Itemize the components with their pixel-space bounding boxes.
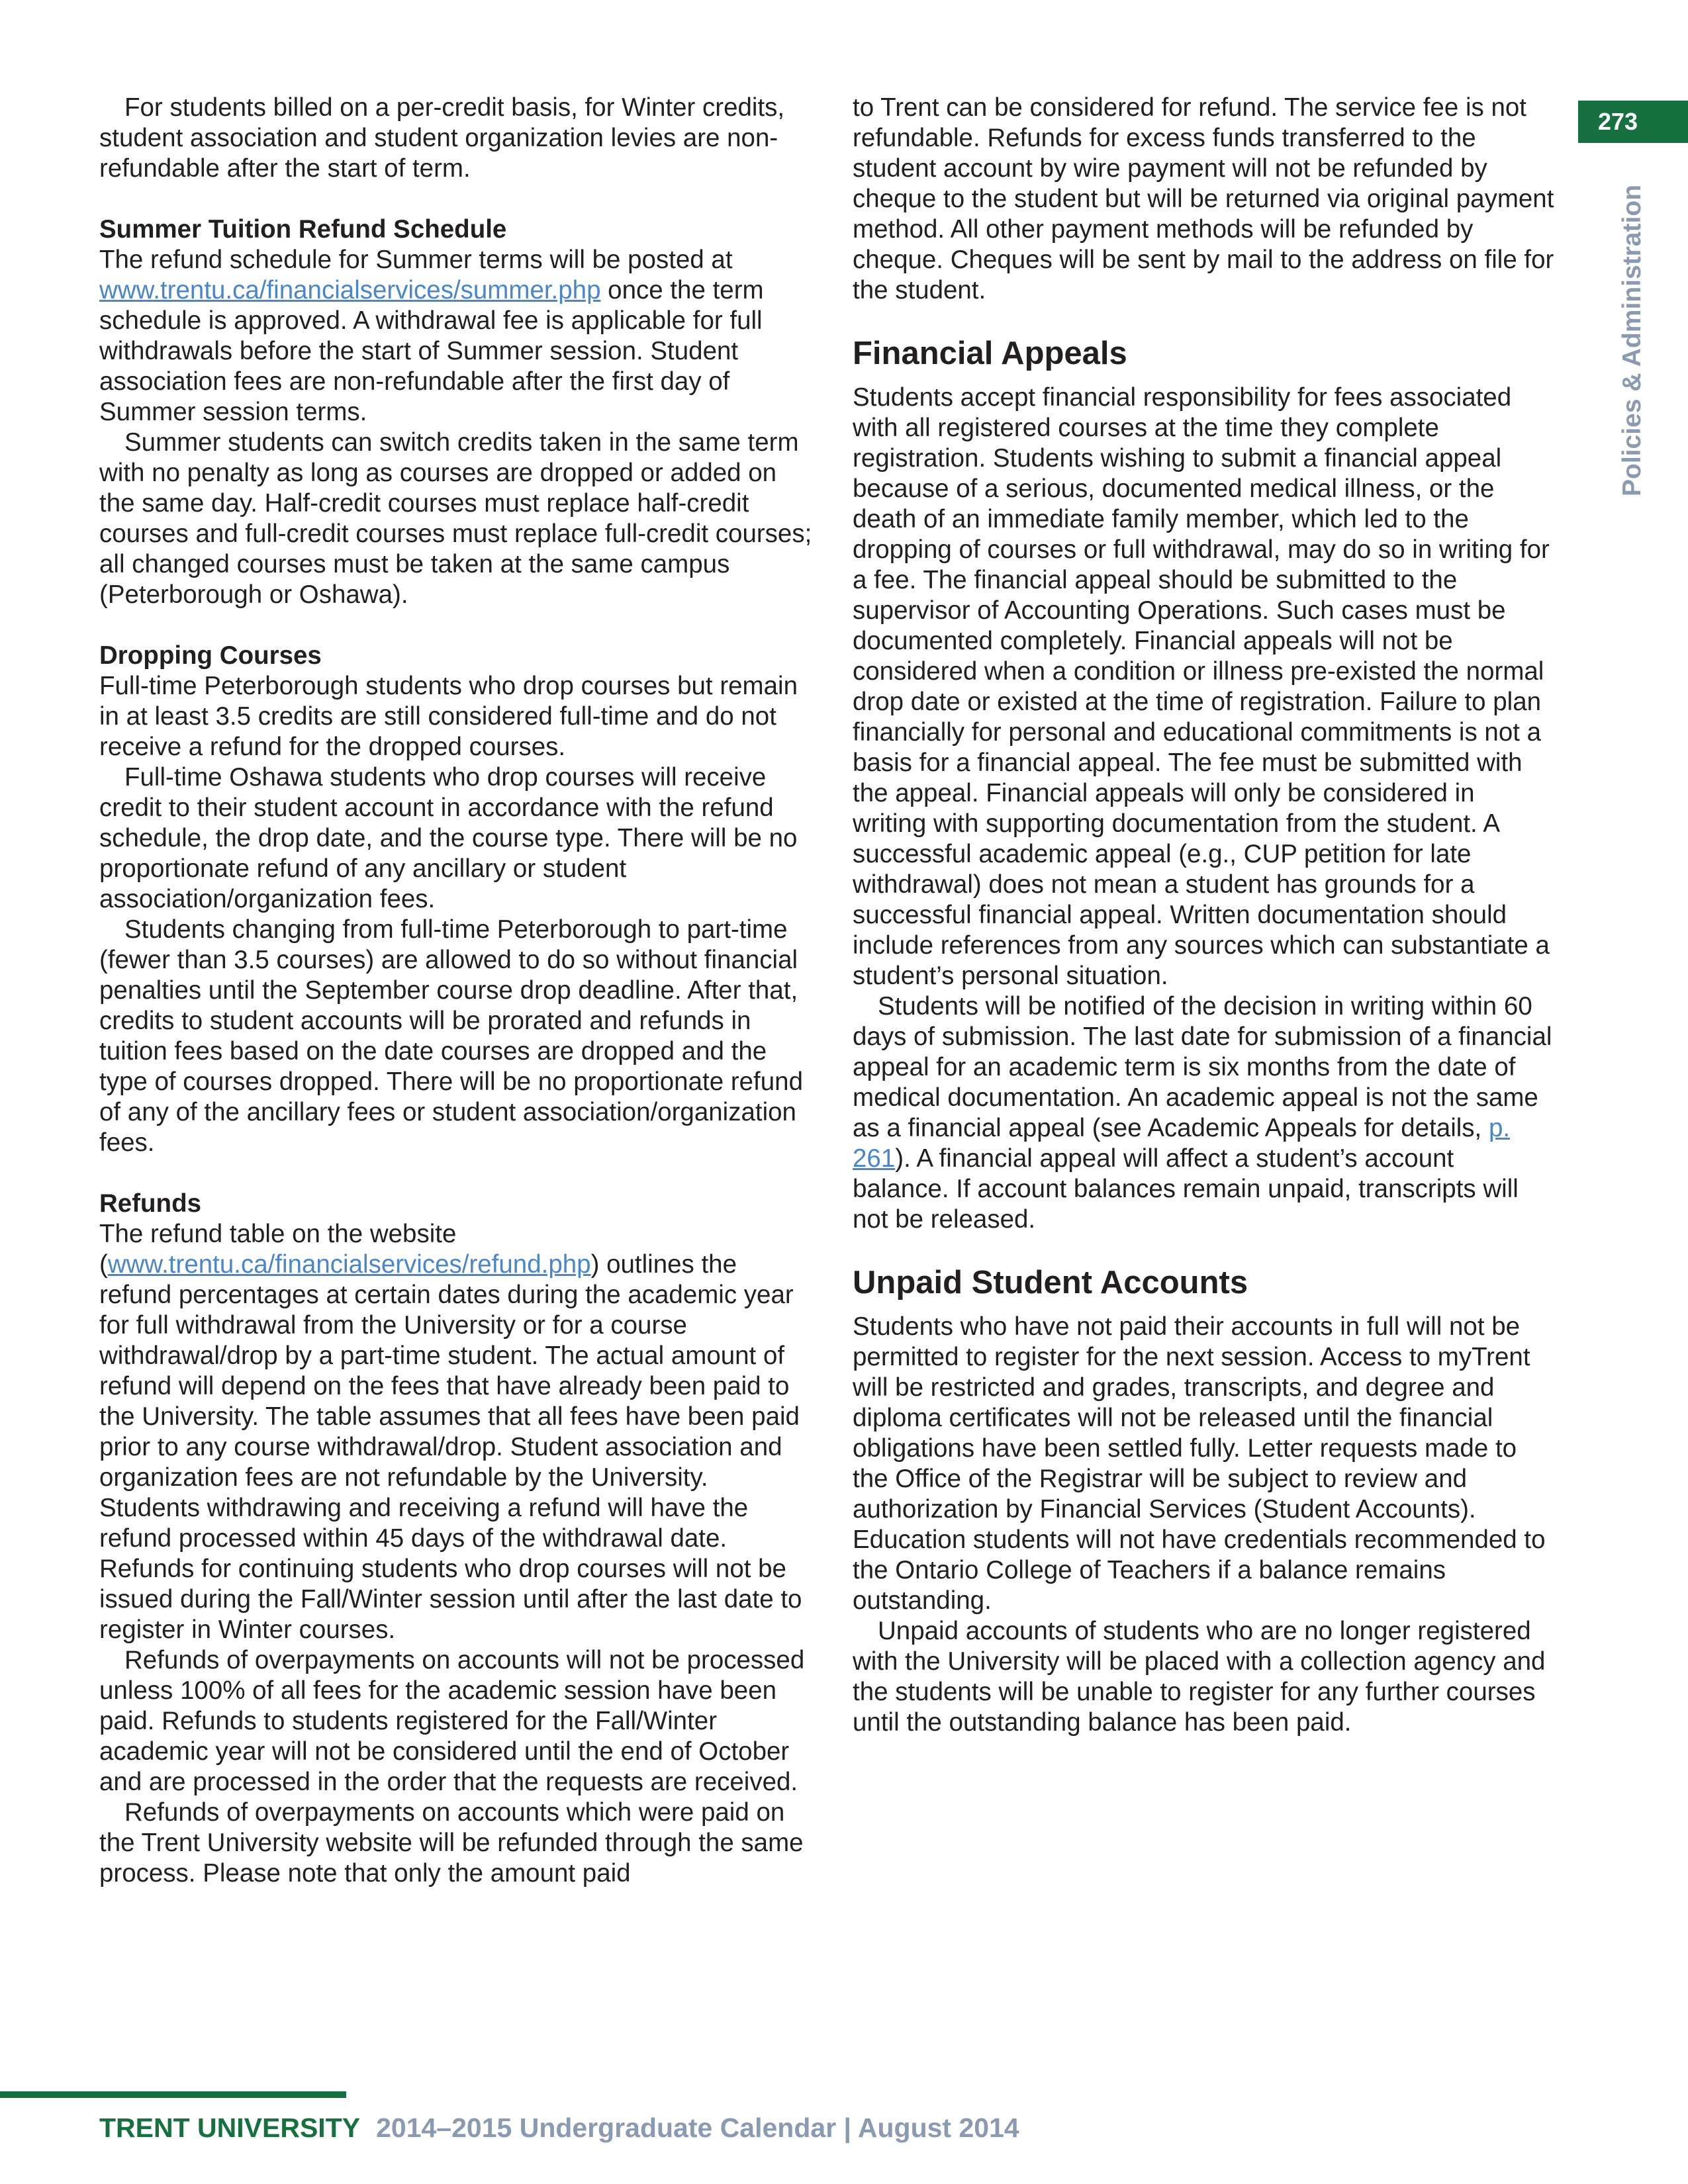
summer-refund-heading: Summer Tuition Refund Schedule (99, 215, 507, 244)
intro-paragraph: For students billed on a per-credit basis, for Winter credits, student association and student organization levies are non-refundable after the start of term. (99, 93, 785, 183)
refunds-paragraph-3: Refunds of overpayments on accounts which were paid on the Trent University website will be refunded through the same process. Please note that only the amount paid (99, 1798, 804, 1888)
dropping-courses-heading: Dropping Courses (99, 641, 322, 670)
dropping-courses-paragraph-3: Students changing from full-time Peterborough to part-time (fewer than 3.5 courses) are allowed to do so without financial penalties until the September course drop deadline. After that, credits to student accounts will be prorated and refunds in tuition fees based on the date courses are dropped and the type of courses dropped. There will be no proportionate refund of any of the ancillary fees or student association/organization fees. (99, 915, 803, 1157)
page-number: 273 (1598, 108, 1638, 135)
unpaid-accounts-heading: Unpaid Student Accounts (853, 1265, 1248, 1300)
summer-refund-paragraph-2: Summer students can switch credits taken in the same term with no penalty as long as courses are dropped or added on the same day. Half-credit courses must replace half-credit courses and full-credit courses must replace full-credit courses; all changed courses must be taken at the same campus (Peterborough or Oshawa). (99, 428, 812, 609)
financial-appeals-paragraph-2: Students will be notified of the decision in writing within 60 days of submission. The last date for submission of a financial appeal for an academic term is six months from the date of medical documentation. An academic appeal is not the same as a financial appeal (see Academic Appeals for details, p. 261). A financial appeal will affect a student’s account balance. If account balances remain unpaid, transcripts will not be released. (853, 992, 1552, 1234)
dropping-courses-paragraph-2: Full-time Oshawa students who drop courses will receive credit to their student account in accordance with the refund schedule, the drop date, and the course type. There will be no proportionate refund of any ancillary or student association/organization fees. (99, 763, 798, 913)
left-column (99, 93, 814, 1889)
right-column (853, 93, 1554, 1738)
section-side-label: Policies & Administration (1618, 185, 1646, 496)
refunds-paragraph-1: The refund table on the website (www.trentu.ca/financialservices/refund.php) outlines the refund percentages at certain dates during the academic year for full withdrawal from the University or for a course withdrawal/drop by a part-time student. The actual amount of refund will depend on the fees that have already been paid to the University. The table assumes that all fees have been paid prior to any course withdrawal/drop. Student association and organization fees are not refundable by the University. Students withdrawing and receiving a refund will have the refund processed within 45 days of the withdrawal date. Refunds for continuing students who drop courses will not be issued during the Fall/Winter session until after the last date to register in Winter courses. (99, 1220, 802, 1644)
footer-university: TRENT UNIVERSITY (99, 2113, 361, 2143)
academic-appeals-page-link[interactable]: p. 261 (853, 1114, 1511, 1173)
financial-appeals-paragraph-1: Students accept financial responsibility for fees associated with all registered courses at the time they complete registration. Students wishing to submit a financial appeal because of a serious, documented medical illness, or the death of an immediate family member, which led to the dropping of courses or full withdrawal, may do so in writing for a fee. The financial appeal should be submitted to the supervisor of Accounting Operations. Such cases must be documented completely. Financial appeals will not be considered when a condition or illness pre-existed the normal drop date or existed at the time of registration. Failure to plan financially for personal and educational commitments is not a basis for a financial appeal. The fee must be submitted with the appeal. Financial appeals will only be considered in writing with supporting documentation from the student. A successful academic appeal (e.g., CUP petition for late withdrawal) does not mean a student has grounds for a successful financial appeal. Written documentation should include references from any sources which can substantiate a student’s personal situation. (853, 383, 1550, 990)
financial-appeals-heading: Financial Appeals (853, 336, 1127, 371)
footer-calendar: 2014–2015 Undergraduate Calendar | August 2014 (376, 2113, 1019, 2143)
refunds-continuation-paragraph: to Trent can be considered for refund. The service fee is not refundable. Refunds for excess funds transferred to the student account by wire payment will not be refunded by cheque to the student but will be returned via original payment method. All other payment methods will be refunded by cheque. Cheques will be sent by mail to the address on file for the student. (853, 93, 1554, 304)
footer (99, 2113, 1019, 2144)
refunds-paragraph-2: Refunds of overpayments on accounts will not be processed unless 100% of all fees for the academic session have been paid. Refunds to students registered for the Fall/Winter academic year will not be considered until the end of October and are processed in the order that the requests are received. (99, 1646, 805, 1796)
footer-rule (0, 2091, 346, 2098)
refund-table-link[interactable]: www.trentu.ca/financialservices/refund.php (107, 1250, 591, 1279)
summer-refund-paragraph-1: The refund schedule for Summer terms will be posted at www.trentu.ca/financialservices/summer.php once the term schedule is approved. A withdrawal fee is applicable for full withdrawals before the start of Summer session. Student association fees are non-refundable after the first day of Summer session terms. (99, 246, 764, 426)
page-number-tab (1578, 101, 1688, 143)
unpaid-accounts-paragraph-1: Students who have not paid their accounts in full will not be permitted to register for the next session. Access to myTrent will be restricted and grades, transcripts, and degree and diploma certificates will not be released until the financial obligations have been settled fully. Letter requests made to the Office of the Registrar will be subject to review and authorization by Financial Services (Student Accounts). Education students will not have credentials recommended to the Ontario College of Teachers if a balance remains outstanding. (853, 1312, 1546, 1615)
dropping-courses-paragraph-1: Full-time Peterborough students who drop courses but remain in at least 3.5 credits are still considered full-time and do not receive a refund for the dropped courses. (99, 672, 798, 761)
summer-refund-link[interactable]: www.trentu.ca/financialservices/summer.php (99, 276, 601, 304)
refunds-heading: Refunds (99, 1189, 201, 1218)
unpaid-accounts-paragraph-2: Unpaid accounts of students who are no longer registered with the University will be placed with a collection agency and the students will be unable to register for any further courses until the outstanding balance has been paid. (853, 1617, 1546, 1737)
